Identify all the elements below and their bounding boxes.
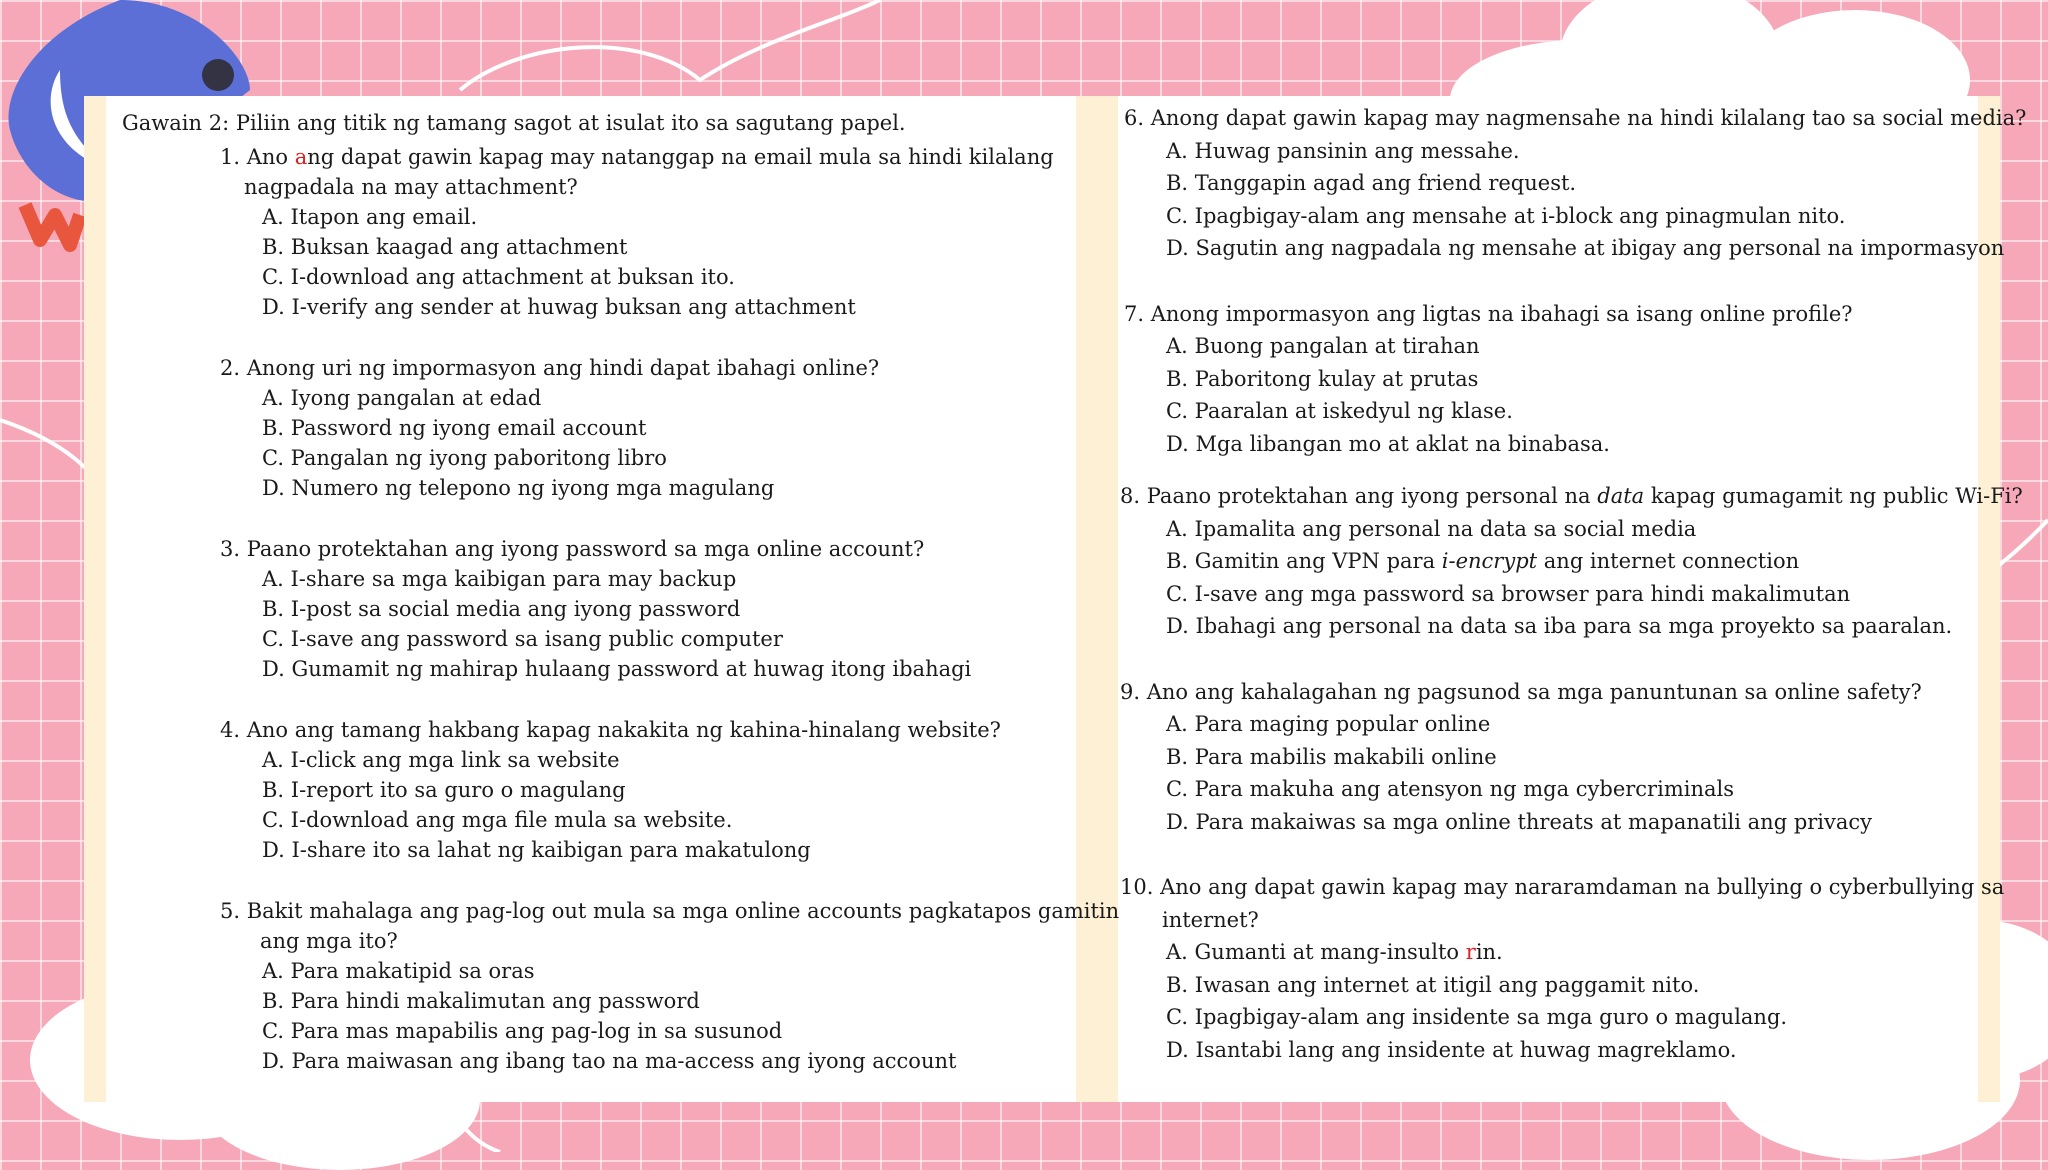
question-number: 8. — [1120, 484, 1141, 508]
question-number: 6. — [1124, 106, 1145, 130]
option-10b: B. Iwasan ang internet at itigil ang paggamit nito. — [1166, 972, 1700, 997]
question-number: 4. — [220, 718, 241, 742]
question-text: Anong dapat gawin kapag may nagmensahe na hindi kilalang tao sa social media? — [1150, 106, 2027, 130]
question-text: Ano ang dapat gawin kapag may nararamdaman na bullying o cyberbullying sa — [1160, 875, 2005, 899]
question-text: Ano ang kahalagahan ng pagsunod sa mga panuntunan sa online safety? — [1146, 679, 1922, 704]
option-6a: A. Huwag pansinin ang messahe. — [1166, 138, 1520, 163]
option-5b: B. Para hindi makalimutan ang password — [262, 989, 700, 1013]
instruction-text: Gawain 2: Piliin ang titik ng tamang sagot at isulat ito sa sagutang papel. — [122, 111, 906, 135]
option-3b: B. I-post sa social media ang iyong password — [262, 597, 741, 621]
option-2d: D. Numero ng telepono ng iyong mga magulang — [262, 476, 775, 500]
option-1c: C. I-download ang attachment at buksan ito. — [262, 265, 735, 289]
option-6d: D. Sagutin ang nagpadala ng mensahe at ibigay ang personal na impormasyon — [1166, 236, 2005, 260]
question-text: Anong uri ng impormasyon ang hindi dapat ibahagi online? — [246, 356, 880, 380]
option-4b: B. I-report ito sa guro o magulang — [262, 778, 626, 802]
question-10 — [1120, 871, 2026, 904]
option-7a: A. Buong pangalan at tirahan — [1166, 334, 1480, 358]
option-2c: C. Pangalan ng iyong paboritong libro — [262, 446, 667, 470]
option-6b: B. Tanggapin agad ang friend request. — [1166, 171, 1577, 195]
option-8a: A. Ipamalita ang personal na data sa social media — [1166, 516, 1697, 541]
option-5a: A. Para makatipid sa oras — [262, 959, 535, 983]
option-8b: B. Gamitin ang VPN para i-encrypt ang internet connection — [1166, 549, 1800, 573]
option-4c: C. I-download ang mga file mula sa website. — [262, 808, 733, 832]
option-8d: D. Ibahagi ang personal na data sa iba para sa mga proyekto sa paaralan. — [1166, 614, 1953, 638]
left-column — [220, 142, 1119, 1076]
question-number: 2. — [220, 356, 241, 380]
question-1 — [220, 142, 1119, 172]
question-4 — [220, 715, 1119, 745]
question-text-line2: internet? — [1162, 907, 1259, 932]
question-text: Anong impormasyon ang ligtas na ibahagi sa isang online profile? — [1150, 301, 1853, 326]
question-number: 1. — [220, 145, 241, 169]
option-4a: A. I-click ang mga link sa website — [262, 748, 620, 772]
question-number: 9. — [1120, 679, 1141, 704]
right-column — [1120, 102, 2027, 1066]
question-9 — [1120, 676, 2026, 709]
question-number: 5. — [220, 899, 241, 923]
option-3d: D. Gumamit ng mahirap hulaang password at huwag itong ibahagi — [262, 657, 972, 681]
option-8c: C. I-save ang mga password sa browser para hindi makalimutan — [1166, 581, 1851, 606]
option-5c: C. Para mas mapabilis ang pag-log in sa susunod — [262, 1019, 783, 1043]
option-9b: B. Para mabilis makabili online — [1166, 744, 1497, 769]
question-text: Ano ang dapat gawin kapag may natanggap na email mula sa hindi kilalang — [246, 145, 1054, 169]
question-number: 7. — [1124, 301, 1145, 326]
option-1d: D. I-verify ang sender at huwag buksan ang attachment — [262, 295, 856, 319]
option-5d: D. Para maiwasan ang ibang tao na ma-access ang iyong account — [262, 1049, 957, 1073]
option-9a: A. Para maging popular online — [1166, 712, 1491, 736]
option-10d: D. Isantabi lang ang insidente at huwag magreklamo. — [1166, 1037, 1737, 1062]
question-text: Paano protektahan ang iyong password sa mga online account? — [246, 537, 925, 561]
question-number: 3. — [220, 537, 241, 561]
option-2a: A. Iyong pangalan at edad — [262, 386, 542, 410]
option-7c: C. Paaralan at iskedyul ng klase. — [1166, 399, 1513, 423]
question-2 — [220, 353, 1119, 383]
question-3 — [220, 534, 1119, 564]
option-3c: C. I-save ang password sa isang public computer — [262, 627, 783, 651]
question-text: Bakit mahalaga ang pag-log out mula sa mga online accounts pagkatapos gamitin — [246, 899, 1120, 923]
option-1b: B. Buksan kaagad ang attachment — [262, 235, 628, 259]
option-9d: D. Para makaiwas sa mga online threats at mapanatili ang privacy — [1166, 809, 1873, 834]
question-8 — [1120, 480, 2026, 513]
option-7d: D. Mga libangan mo at aklat na binabasa. — [1166, 431, 1610, 456]
question-text: Paano protektahan ang iyong personal na data kapag gumagamit ng public Wi-Fi? — [1146, 484, 2023, 508]
option-2b: B. Password ng iyong email account — [262, 416, 647, 440]
option-3a: A. I-share sa mga kaibigan para may backup — [262, 567, 737, 591]
option-9c: C. Para makuha ang atensyon ng mga cybercriminals — [1166, 777, 1734, 801]
option-10c: C. Ipagbigay-alam ang insidente sa mga guro o magulang. — [1166, 1005, 1788, 1029]
option-1a: A. Itapon ang email. — [262, 205, 478, 229]
question-text-line2: nagpadala na may attachment? — [244, 175, 578, 199]
question-text-line2: ang mga ito? — [260, 929, 398, 953]
option-7b: B. Paboritong kulay at prutas — [1166, 366, 1479, 391]
option-10a: A. Gumanti at mang-insulto rin. — [1166, 940, 1503, 964]
option-4d: D. I-share ito sa lahat ng kaibigan para makatulong — [262, 838, 811, 862]
option-6c: C. Ipagbigay-alam ang mensahe at i-block ang pinagmulan nito. — [1166, 203, 1846, 228]
question-number: 10. — [1120, 875, 1154, 899]
question-text: Ano ang tamang hakbang kapag nakakita ng kahina-hinalang website? — [246, 718, 1001, 742]
question-7 — [1124, 298, 2026, 331]
question-6 — [1124, 102, 2026, 135]
question-5 — [220, 896, 1119, 926]
